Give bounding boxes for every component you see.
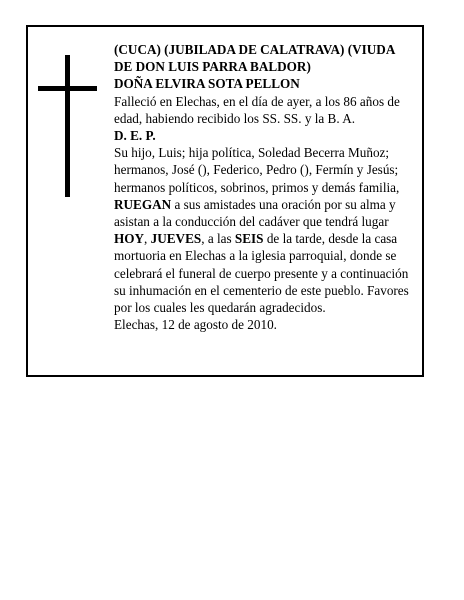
deceased-name: DOÑA ELVIRA SOTA PELLON <box>114 76 300 92</box>
ruegan-word: RUEGAN <box>114 196 172 212</box>
notice-text <box>114 41 414 333</box>
cross-icon-horizontal-bar <box>38 86 97 91</box>
hoy-word: HOY <box>114 231 145 247</box>
notice-heading: (CUCA) (JUBILADA DE CALATRAVA) (VIUDA DE DON LUIS PARRA BALDOR) <box>114 42 395 75</box>
rip-line: D. E. P. <box>114 128 156 144</box>
family-text: Su hijo, Luis; hija política, Soledad Becerra Muñoz; hermanos, José (), Federico, Pedro (), Fermín y Jesús; hermanos políticos, sobrinos, primos y demás familia, <box>114 145 400 195</box>
request-text: a sus amistades una oración por su alma y asistan a la conducción del cadáver que tendrá lugar <box>114 196 396 230</box>
a-las-text: , a las <box>201 231 235 247</box>
obituary-notice <box>26 25 424 377</box>
family-paragraph <box>114 144 414 316</box>
cross-icon-vertical-bar <box>65 55 70 197</box>
seis-word: SEIS <box>234 231 264 247</box>
comma-separator: , <box>144 231 151 247</box>
closing-line: Elechas, 12 de agosto de 2010. <box>114 317 277 333</box>
jueves-word: JUEVES <box>150 231 202 247</box>
ceremony-text: de la tarde, desde la casa mortuoria en Elechas a la iglesia parroquial, donde se celebrará el funeral de cuerpo presente y a continuación su inhumación en el cementerio de este pueblo. Favores por los cuales les quedarán agradecidos. <box>114 231 409 316</box>
death-line: Falleció en Elechas, en el día de ayer, a los 86 años de edad, habiendo recibido los SS. SS. y la B. A. <box>114 93 400 126</box>
